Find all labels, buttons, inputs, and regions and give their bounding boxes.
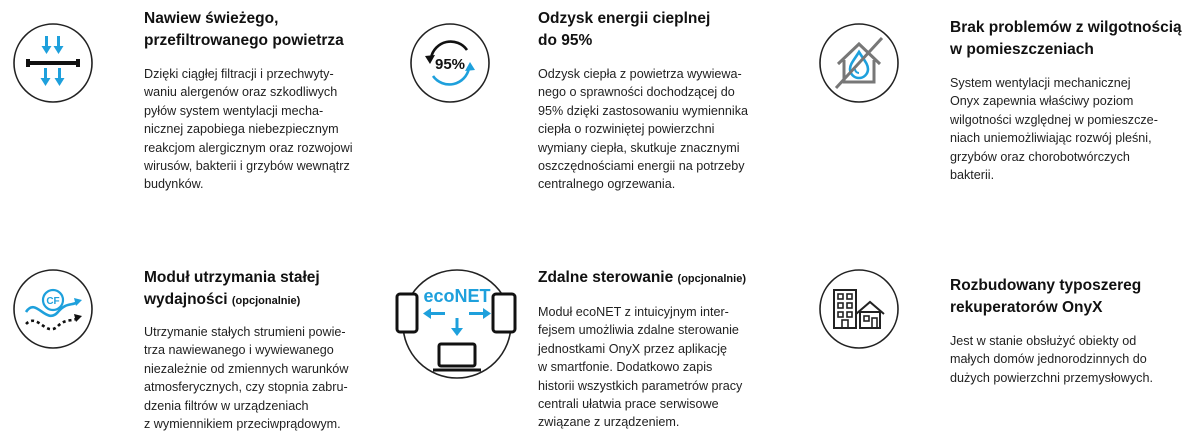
feature-body: Jest w stanie obsłużyć obiekty od małych domów jednorodzinnych do dużych powierzchni przemysłowych. xyxy=(950,334,1153,385)
feature-body: System wentylacji mechanicznej Onyx zapewnia właściwy poziom wilgotności względnej w pomieszcze- niach uniemożliwiając rozwój pleśni, grzybów oraz chorobotwórczych bakterii. xyxy=(950,76,1158,183)
feature-body: Moduł ecoNET z intuicyjnym inter- fejsem umożliwia zdalne sterowanie jednostkami OnyX przez aplikację w smartfonie. Dodatkowo zapis historii wszystkich parametrów pracy centrali ułatwia prace serwisowe związane z urządzeniem. xyxy=(538,305,743,430)
no-humidity-house-icon xyxy=(818,22,900,104)
buildings-icon xyxy=(818,268,900,350)
feature-title: Brak problemów z wilgotnością w pomieszczeniach xyxy=(950,19,1182,58)
filtered-air-icon xyxy=(12,22,94,104)
constant-flow-icon xyxy=(12,268,94,350)
heat-recovery-icon xyxy=(409,22,491,104)
feature-body: Odzysk ciepła z powietrza wywiewa- nego o sprawności dochodzącej do 95% dzięki zastosowaniu wymiennika ciepła o rozwiniętej powierzchni wymiany ciepła, skutkuje znacznymi oszczędnościami energii na potrzeby centralnego ogrzewania. xyxy=(538,67,748,192)
feature-title: Nawiew świeżego, przefiltrowanego powietrza xyxy=(144,10,344,49)
feature-title: Odzysk energii cieplnej do 95% xyxy=(538,10,711,49)
remote-control-icon xyxy=(395,262,519,386)
feature-body: Dzięki ciągłej filtracji i przechwyty- waniu alergenów oraz szkodliwych pyłów system wentylacji mecha- nicznej zapobiega niebezpiecznym reakcjom alergicznym oraz rozwojowi wirusów, bakterii i grzybów wewnątrz budynków. xyxy=(144,67,353,192)
feature-title: Rozbudowany typoszereg rekuperatorów OnyX xyxy=(950,277,1142,316)
econet-label: ecoNET xyxy=(423,286,491,306)
constant-flow-label: CF xyxy=(46,296,60,307)
heat-recovery-label: 95% xyxy=(434,56,466,73)
feature-title: Moduł utrzymania stałej wydajności (opcjonalnie) xyxy=(144,269,320,308)
feature-title: Zdalne sterowanie (opcjonalnie) xyxy=(538,269,746,286)
feature-body: Utrzymanie stałych strumieni powie- trza nawiewanego i wywiewanego niezależnie od zmiennych warunków atmosferycznych, czy stopnia zabru- dzenia filtrów w urządzeniach z wymiennikiem przeciwprądowym. xyxy=(144,325,349,432)
